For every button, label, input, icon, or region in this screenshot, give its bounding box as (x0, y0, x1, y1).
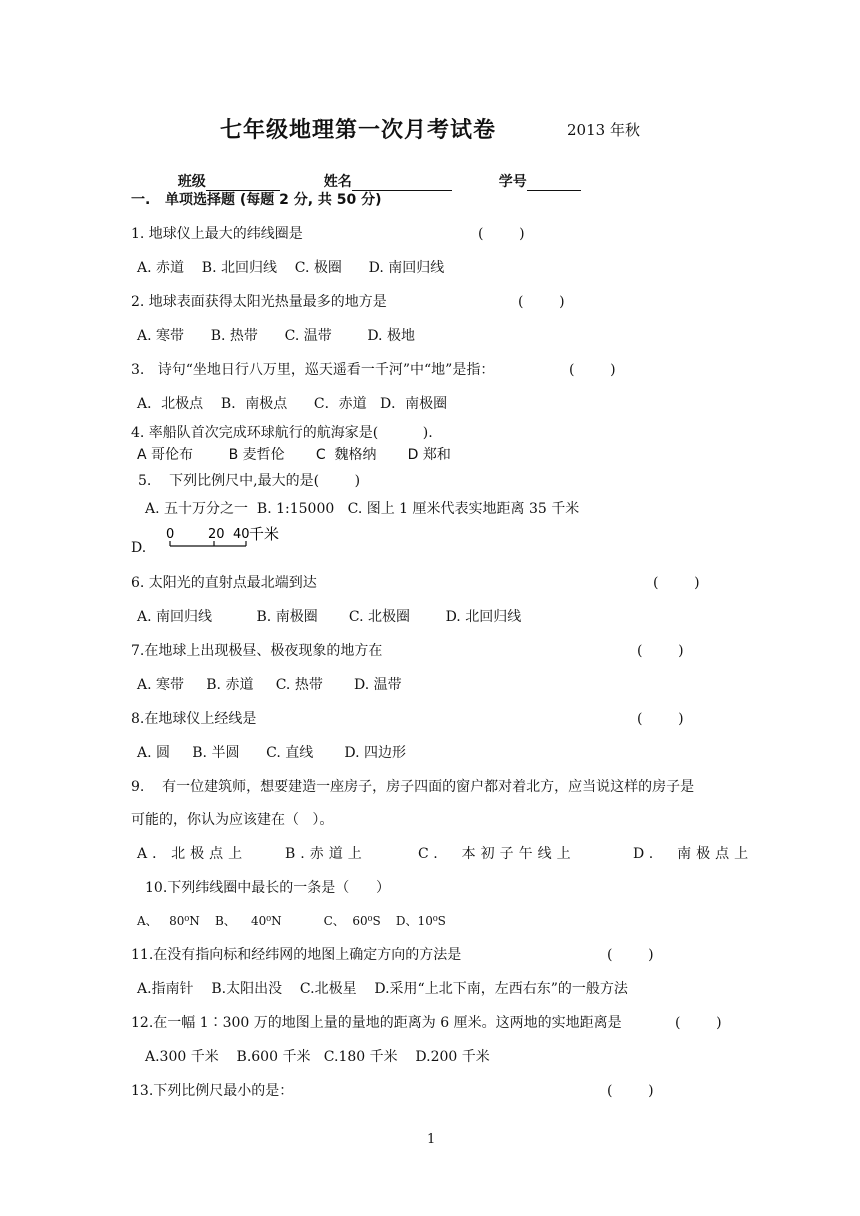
exam-term: 2013 年秋 (567, 121, 640, 139)
question-3-answer-paren[interactable]: ( ) (569, 362, 616, 378)
question-7-stem: 7.在地球上出现极昼、极夜现象的地方在 (131, 643, 383, 659)
question-8-options: A. 圆 B. 半圆 C. 直线 D. 四边形 (137, 745, 407, 761)
question-1-options: A. 赤道 B. 北回归线 C. 极圈 D. 南回归线 (137, 260, 445, 276)
class-blank[interactable] (206, 176, 280, 191)
question-2-stem: 2. 地球表面获得太阳光热量最多的地方是 (131, 294, 387, 310)
question-4-stem: 4. 率船队首次完成环球航行的航海家是( ). (131, 425, 433, 441)
name-field[interactable] (314, 157, 452, 191)
question-2-answer-paren[interactable]: ( ) (518, 294, 565, 310)
question-12-answer-paren[interactable]: ( ) (675, 1015, 722, 1031)
question-5-stem: 5. 下列比例尺中,最大的是( ) (138, 473, 361, 489)
question-2-options: A. 寒带 B. 热带 C. 温带 D. 极地 (137, 328, 415, 344)
question-6-options: A. 南回归线 B. 南极圈 C. 北极圈 D. 北回归线 (137, 609, 522, 625)
question-9-option-d: D. 南极点上 (633, 846, 754, 862)
question-1-answer-paren[interactable]: ( ) (478, 226, 525, 242)
question-5-option-d-label: D. (131, 540, 147, 556)
question-9-stem: 9. 有一位建筑师，想要建造一座房子，房子四面的窗户都对着北方，应当说这样的房子是 (131, 779, 695, 795)
section-heading: 一. 单项选择题 (每题 2 分, 共 50 分) (131, 192, 382, 208)
question-6-stem: 6. 太阳光的直射点最北端到达 (131, 575, 317, 591)
question-11-answer-paren[interactable]: ( ) (607, 947, 654, 963)
question-5-options: A. 五十万分之一 B. 1:15000 C. 图上 1 厘米代表实地距离 35 千米 (145, 501, 580, 517)
exam-title: 七年级地理第一次月考试卷 (220, 117, 497, 143)
name-blank[interactable] (352, 176, 452, 191)
question-7-options: A. 寒带 B. 赤道 C. 热带 D. 温带 (137, 677, 402, 693)
question-10-options: A、 80⁰N B、 40⁰N C、 60⁰S D、10⁰S (137, 914, 446, 928)
question-6-answer-paren[interactable]: ( ) (653, 575, 700, 591)
student-id-field[interactable] (489, 157, 581, 191)
question-3-options: A．北极点 B．南极点 C．赤道 D．南极圈 (137, 396, 448, 412)
scale-unit: 千米 (249, 525, 280, 543)
scale-tick-0: 0 (166, 527, 175, 542)
student-id-label: 学号 (498, 173, 527, 190)
student-id-blank[interactable] (527, 176, 581, 191)
question-8-answer-paren[interactable]: ( ) (637, 711, 684, 727)
question-9-option-a: A．北极点上 (137, 846, 248, 862)
question-9-stem-continued: 可能的，你认为应该建在（ ）。 (131, 812, 334, 828)
question-7-answer-paren[interactable]: ( ) (637, 643, 684, 659)
scale-tick-20: 20 (208, 527, 225, 542)
question-12-stem: 12.在一幅 1∶300 万的地图上量的量地的距离为 6 厘米。这两地的实地距离是 (131, 1015, 622, 1031)
class-field[interactable] (168, 157, 280, 191)
question-1-stem: 1. 地球仪上最大的纬线圈是 (131, 226, 303, 242)
page-number: 1 (427, 1132, 436, 1147)
name-label: 姓名 (323, 173, 352, 190)
scale-tick-40: 40 (233, 527, 250, 542)
scale-bar-graphic (158, 524, 288, 552)
question-11-options: A.指南针 B.太阳出没 C.北极星 D.采用“上北下南，左西右东”的一般方法 (137, 981, 628, 997)
question-13-stem: 13.下列比例尺最小的是： (131, 1083, 294, 1099)
question-12-options: A.300 千米 B.600 千米 C.180 千米 D.200 千米 (145, 1049, 490, 1065)
question-10-stem: 10.下列纬线圈中最长的一条是（ ） (145, 880, 390, 896)
question-11-stem: 11.在没有指向标和经纬网的地图上确定方向的方法是 (131, 947, 462, 963)
question-4-options: A 哥伦布 B 麦哲伦 C 魏格纳 D 郑和 (137, 447, 451, 463)
question-9-option-c: C. 本初子午线上 (418, 846, 576, 862)
question-13-answer-paren[interactable]: ( ) (607, 1083, 654, 1099)
question-8-stem: 8.在地球仪上经线是 (131, 711, 257, 727)
question-9-option-b: B.赤道上 (285, 846, 367, 862)
class-label: 班级 (177, 173, 206, 190)
question-3-stem: 3. 诗句“坐地日行八万里，巡天遥看一千河”中“地”是指： (131, 362, 495, 378)
